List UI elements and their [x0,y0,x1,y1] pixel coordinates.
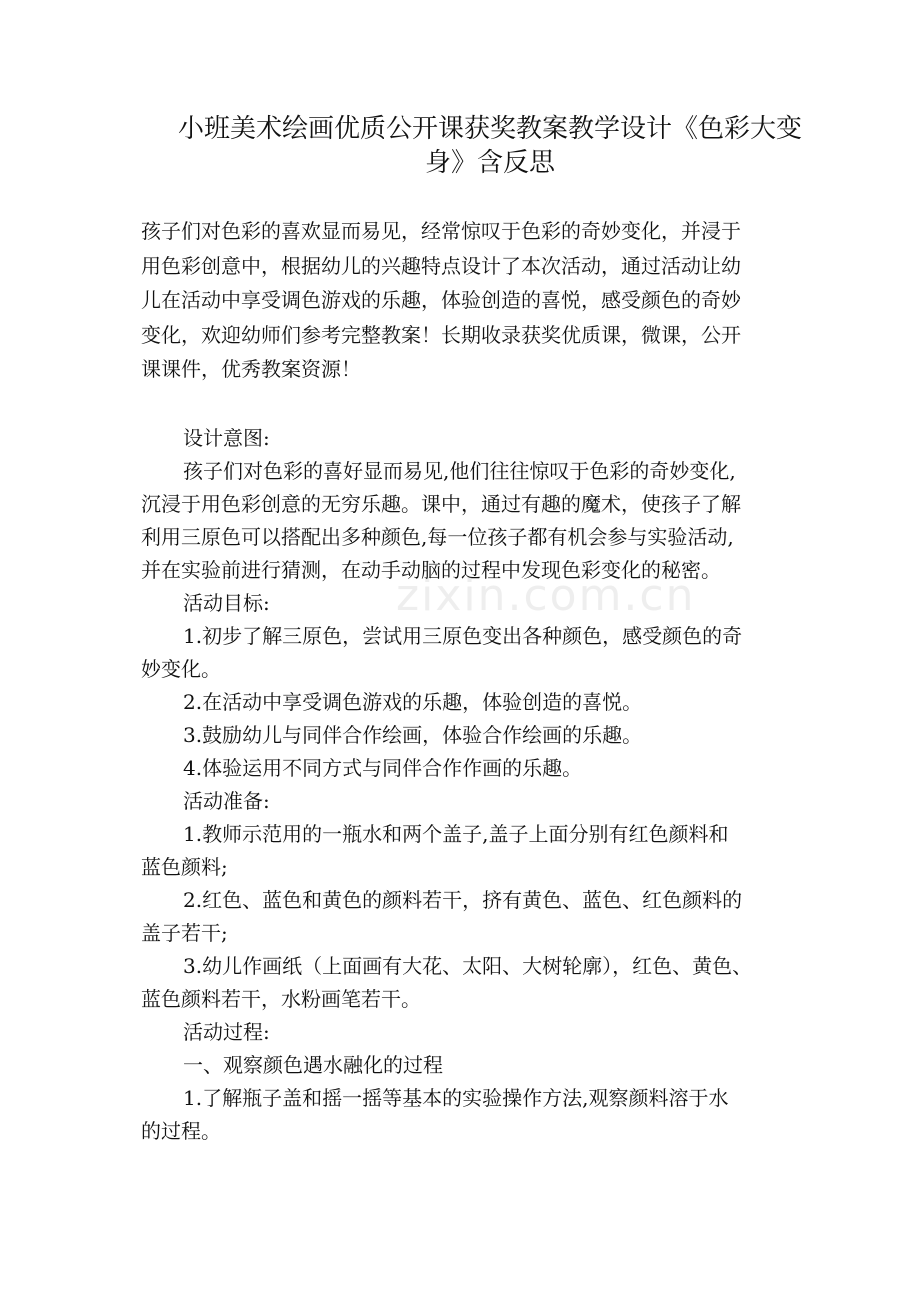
watermark: zixin.com.cn [396,570,696,621]
intro-paragraph [141,214,781,387]
body-line: 的过程。 [141,1119,221,1143]
body-line: 孩子们对色彩的喜好显而易见,他们往往惊叹于色彩的奇妙变化, [183,459,736,483]
title-line-2: 身》含反思 [424,148,555,178]
body-line: 蓝色颜料; [141,855,228,879]
body-line: 活动目标: [183,591,270,615]
body-line: 活动过程: [183,1020,270,1044]
body-line: 2.红色、蓝色和黄色的颜料若干，挤有黄色、蓝色、红色颜料的 [183,888,743,912]
body-line: 3.鼓励幼儿与同伴合作绘画，体验合作绘画的乐趣。 [183,723,643,747]
body-line: 利用三原色可以搭配出多种颜色,每一位孩子都有机会参与实验活动, [141,525,734,549]
document-body [141,422,781,1148]
document-title [170,112,810,180]
intro-line: 儿在活动中享受调色游戏的乐趣，体验创造的喜悦，感受颜色的奇妙 [141,288,741,312]
body-line: 盖子若干; [141,921,228,945]
body-line: 妙变化。 [141,657,221,681]
intro-line: 孩子们对色彩的喜欢显而易见，经常惊叹于色彩的奇妙变化，并浸于 [141,219,741,243]
body-line: 蓝色颜料若干，水粉画笔若干。 [141,987,421,1011]
body-line: 1.了解瓶子盖和摇一摇等基本的实验操作方法,观察颜料溶于水 [183,1086,729,1110]
title-line-1: 小班美术绘画优质公开课获奖教案教学设计《色彩大变 [177,114,802,144]
body-line: 1.教师示范用的一瓶水和两个盖子,盖子上面分别有红色颜料和 [183,822,729,846]
body-line: 并在实验前进行猜测，在动手动脑的过程中发现色彩变化的秘密。 [141,558,721,582]
body-line: 2.在活动中享受调色游戏的乐趣，体验创造的喜悦。 [183,690,643,714]
body-line: 4.体验运用不同方式与同伴合作作画的乐趣。 [183,756,583,780]
body-line: 活动准备: [183,789,270,813]
body-line: 设计意图: [183,426,270,450]
body-line: 沉浸于用色彩创意的无穷乐趣。课中，通过有趣的魔术，使孩子了解 [141,492,741,516]
body-line: 一、观察颜色遇水融化的过程 [183,1053,443,1077]
body-line: 3.幼儿作画纸（上面画有大花、太阳、大树轮廓），红色、黄色、 [183,954,753,978]
intro-line: 变化，欢迎幼师们参考完整教案！长期收录获奖优质课，微课，公开 [141,322,741,347]
body-line: 1.初步了解三原色，尝试用三原色变出各种颜色，感受颜色的奇 [183,624,743,648]
intro-line: 用色彩创意中，根据幼儿的兴趣特点设计了本次活动，通过活动让幼 [141,253,741,278]
intro-line: 课课件，优秀教案资源！ [141,357,361,381]
